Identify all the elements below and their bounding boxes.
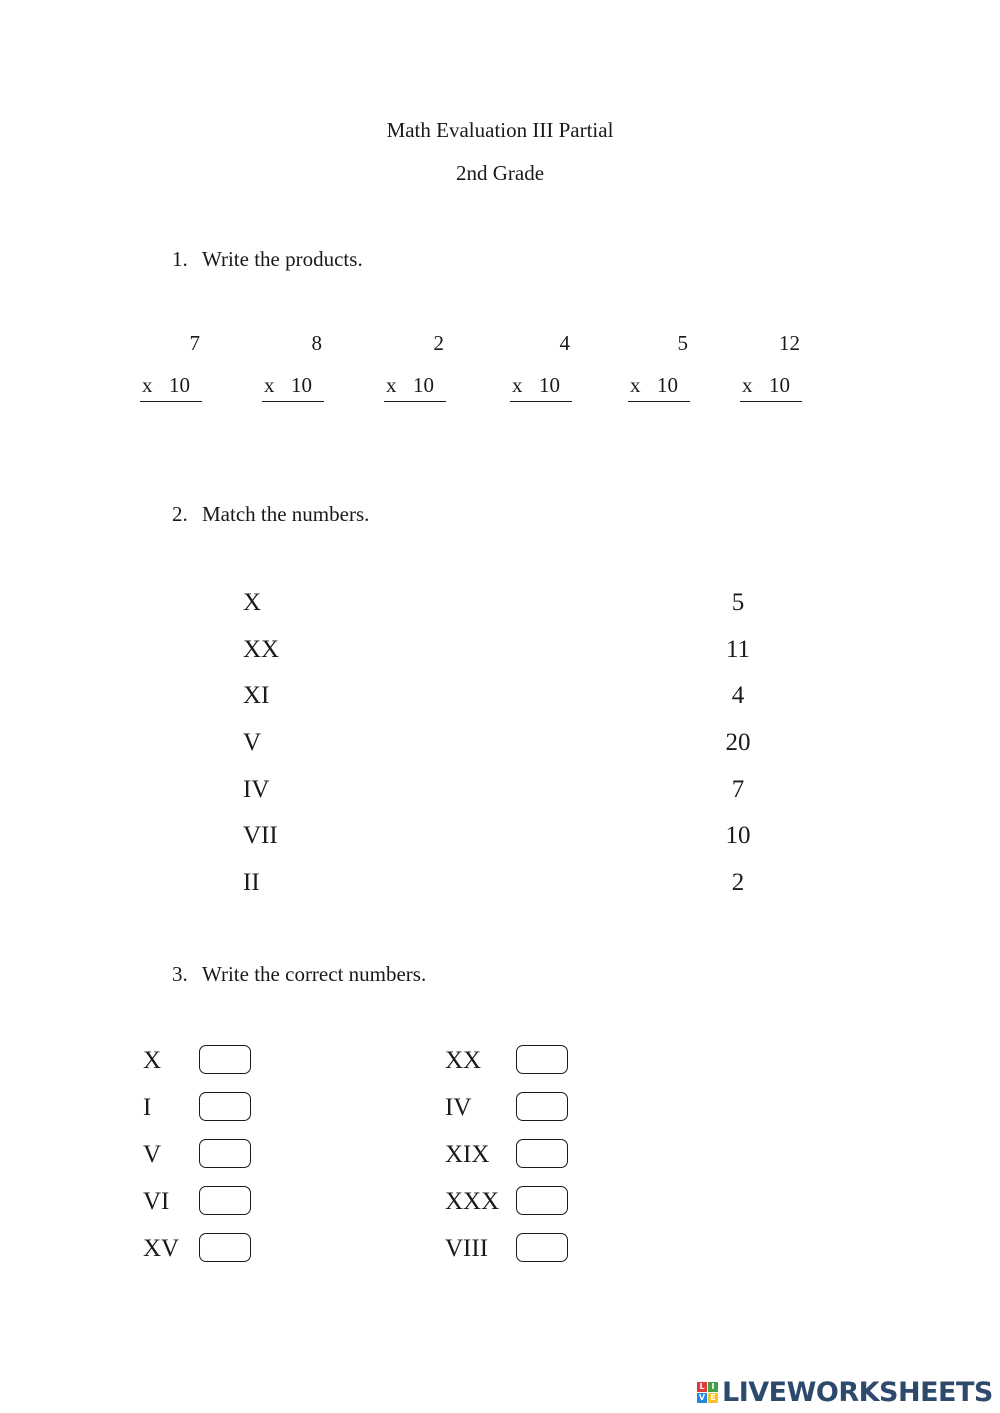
multiplication-problem	[384, 331, 454, 403]
logo-text: LIVEWORKSHEETS	[722, 1377, 993, 1408]
roman-numeral-label: I	[143, 1094, 152, 1121]
times-sign: x	[264, 373, 275, 397]
section-instruction: Write the correct numbers.	[202, 962, 427, 986]
match-right-item[interactable]: 7	[731, 776, 745, 803]
answer-box[interactable]	[516, 1139, 568, 1168]
multiplicand: 12	[779, 331, 800, 355]
section-2-heading	[172, 502, 369, 527]
section-1-heading	[172, 247, 363, 272]
multiplication-problem	[140, 331, 210, 403]
multiplication-problem	[628, 331, 698, 403]
multiplier: 10	[769, 373, 790, 397]
multiplier: 10	[539, 373, 560, 397]
times-sign: x	[142, 373, 153, 397]
logo-badge-letter: L	[697, 1382, 707, 1392]
answer-line[interactable]	[628, 373, 690, 402]
multiplier: 10	[169, 373, 190, 397]
match-left-item[interactable]: II	[243, 869, 260, 896]
section-number: 2.	[172, 502, 188, 526]
answer-box[interactable]	[199, 1045, 251, 1074]
answer-box[interactable]	[516, 1186, 568, 1215]
section-number: 3.	[172, 962, 188, 986]
multiplicand: 4	[559, 331, 570, 355]
answer-box[interactable]	[199, 1092, 251, 1121]
multiplicand: 7	[189, 331, 200, 355]
roman-numeral-label: XIX	[445, 1141, 490, 1168]
section-number: 1.	[172, 247, 188, 271]
section-instruction: Match the numbers.	[202, 502, 370, 526]
roman-numeral-label: V	[143, 1141, 162, 1168]
answer-line[interactable]	[262, 373, 324, 402]
worksheet-title: Math Evaluation III Partial	[386, 118, 614, 142]
logo-badge-letter: V	[698, 1393, 706, 1402]
answer-box[interactable]	[199, 1139, 251, 1168]
answer-box[interactable]	[516, 1233, 568, 1262]
answer-box[interactable]	[516, 1092, 568, 1121]
multiplier: 10	[413, 373, 434, 397]
answer-line[interactable]	[140, 373, 202, 402]
worksheet-subtitle: 2nd Grade	[455, 161, 545, 185]
times-sign: x	[386, 373, 397, 397]
match-left-item[interactable]: IV	[243, 776, 270, 803]
match-right-item[interactable]: 2	[731, 869, 745, 896]
match-right-item[interactable]: 20	[725, 729, 751, 756]
multiplication-problem	[740, 331, 810, 403]
multiplicand: 5	[677, 331, 688, 355]
roman-numeral-label: X	[143, 1047, 162, 1074]
roman-numeral-label: VIII	[445, 1235, 489, 1262]
logo-badge-letter: I	[708, 1382, 718, 1392]
match-right-item[interactable]: 11	[725, 636, 751, 663]
roman-numeral-label: XXX	[445, 1188, 500, 1215]
multiplier: 10	[291, 373, 312, 397]
times-sign: x	[630, 373, 641, 397]
roman-numeral-label: VI	[143, 1188, 170, 1215]
times-sign: x	[512, 373, 523, 397]
answer-box[interactable]	[199, 1233, 251, 1262]
multiplicand: 8	[311, 331, 322, 355]
answer-line[interactable]	[384, 373, 446, 402]
match-right-item[interactable]: 10	[725, 822, 751, 849]
multiplicand: 2	[433, 331, 444, 355]
match-right-item[interactable]: 5	[731, 589, 745, 616]
roman-numeral-label: XX	[445, 1047, 482, 1074]
multiplication-problem	[510, 331, 580, 403]
answer-line[interactable]	[510, 373, 572, 402]
liveworksheets-logo	[697, 1377, 993, 1408]
logo-badge-letter: E	[708, 1393, 718, 1403]
answer-box[interactable]	[516, 1045, 568, 1074]
match-left-item[interactable]: XX	[243, 636, 280, 663]
multiplication-problem	[262, 331, 332, 403]
section-instruction: Write the products.	[202, 247, 363, 271]
roman-numeral-label: XV	[143, 1235, 180, 1262]
match-left-item[interactable]: VII	[243, 822, 278, 849]
section-3-heading	[172, 962, 426, 987]
times-sign: x	[742, 373, 753, 397]
match-left-item[interactable]: X	[243, 589, 262, 616]
match-left-item[interactable]: V	[243, 729, 262, 756]
multiplier: 10	[657, 373, 678, 397]
roman-numeral-label: IV	[445, 1094, 472, 1121]
answer-box[interactable]	[199, 1186, 251, 1215]
match-left-item[interactable]: XI	[243, 682, 270, 709]
logo-badge-icon	[697, 1382, 718, 1403]
match-right-item[interactable]: 4	[731, 682, 745, 709]
answer-line[interactable]	[740, 373, 802, 402]
